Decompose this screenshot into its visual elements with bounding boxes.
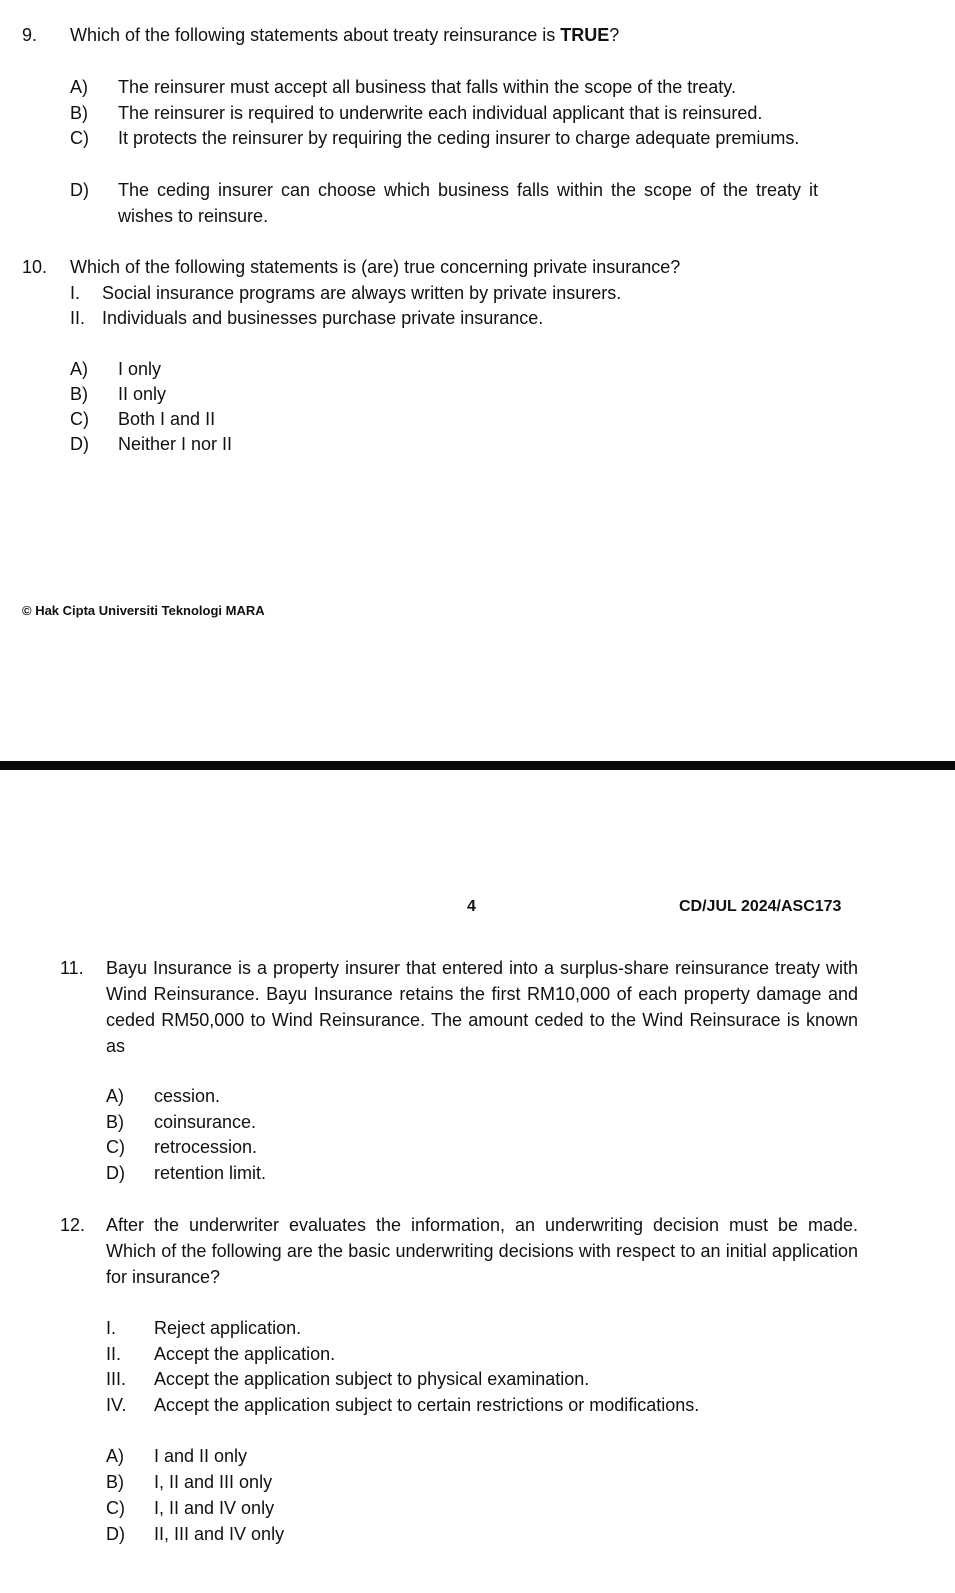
question-stem: Which of the following statements about treaty reinsurance is TRUE?	[70, 25, 620, 45]
option-text: Both I and II	[118, 409, 216, 429]
option-label: C)	[70, 128, 89, 148]
option-label: B)	[106, 1472, 124, 1492]
option-text: II, III and IV only	[154, 1524, 285, 1544]
option-label: A)	[70, 77, 88, 97]
question-stem: After the underwriter evaluates the information, an underwriting decision must be made. Which of the following are the basic underwriting decisions with respect to an initial application for insurance?	[106, 1215, 858, 1287]
statement-iii	[106, 1366, 826, 1392]
statement-text: Accept the application.	[154, 1344, 336, 1364]
statement-label: II.	[106, 1344, 122, 1364]
option-label: B)	[70, 103, 88, 123]
option-a	[106, 1443, 506, 1469]
exam-code: CD/JUL 2024/ASC173	[679, 898, 842, 915]
option-label: D)	[70, 180, 89, 200]
option-b	[106, 1469, 506, 1495]
option-d	[70, 431, 470, 457]
statement-text: Reject application.	[154, 1318, 302, 1338]
statement-text: Social insurance programs are always written by private insurers.	[102, 283, 622, 303]
option-text: I, II and IV only	[154, 1498, 275, 1518]
option-text: II only	[118, 384, 167, 404]
question-stem: Bayu Insurance is a property insurer that entered into a surplus-share reinsurance treaty with Wind Reinsurance. Bayu Insurance retains the first RM10,000 of each property damage and ceded RM50,000 to Wind Reinsurance. The amount ceded to the Wind Reinsurace is known as	[106, 958, 858, 1056]
statement-i	[70, 280, 770, 306]
option-label: A)	[106, 1086, 124, 1106]
option-text: I and II only	[154, 1446, 248, 1466]
option-label: C)	[70, 409, 89, 429]
option-text: The reinsurer is required to underwrite each individual applicant that is reinsured.	[118, 103, 763, 123]
option-a	[70, 74, 830, 100]
option-d	[106, 1521, 506, 1547]
option-label: C)	[106, 1498, 125, 1518]
option-text: The reinsurer must accept all business that falls within the scope of the treaty.	[118, 77, 736, 97]
option-text: I, II and III only	[154, 1472, 273, 1492]
option-text: coinsurance.	[154, 1112, 257, 1132]
option-label: A)	[106, 1446, 124, 1466]
option-text: The ceding insurer can choose which business falls within the scope of the treaty it wishes to reinsure.	[118, 180, 818, 226]
copyright-notice: © Hak Cipta Universiti Teknologi MARA	[22, 603, 265, 618]
option-a	[106, 1083, 506, 1109]
page-divider	[0, 761, 955, 770]
option-text: Neither I nor II	[118, 434, 233, 454]
statement-text: Accept the application subject to certain restrictions or modifications.	[154, 1395, 700, 1415]
statement-i	[106, 1315, 826, 1341]
option-c	[106, 1134, 506, 1160]
option-text: cession.	[154, 1086, 221, 1106]
statement-label: III.	[106, 1369, 127, 1389]
statement-label: I.	[106, 1318, 117, 1338]
option-label: C)	[106, 1137, 125, 1157]
option-text: I only	[118, 359, 162, 379]
option-label: A)	[70, 359, 88, 379]
statement-label: II.	[70, 308, 86, 328]
question-number: 10.	[22, 257, 48, 277]
option-label: B)	[106, 1112, 124, 1132]
statement-text: Individuals and businesses purchase private insurance.	[102, 308, 544, 328]
option-b	[106, 1109, 506, 1135]
option-text: retention limit.	[154, 1163, 267, 1183]
option-text: retrocession.	[154, 1137, 258, 1157]
statement-ii	[70, 305, 770, 331]
statement-iv	[106, 1392, 826, 1418]
statement-text: Accept the application subject to physical examination.	[154, 1369, 590, 1389]
question-number: 11.	[60, 958, 84, 978]
question-number: 12.	[60, 1215, 86, 1235]
option-label: D)	[70, 434, 89, 454]
option-c	[106, 1495, 506, 1521]
option-a	[70, 356, 470, 382]
question-stem: Which of the following statements is (are) true concerning private insurance?	[70, 257, 681, 277]
page-number: 4	[467, 898, 476, 915]
statement-label: I.	[70, 283, 81, 303]
option-b	[70, 381, 470, 407]
question-number: 9.	[22, 25, 38, 45]
statement-label: IV.	[106, 1395, 127, 1415]
option-b	[70, 100, 830, 126]
statement-ii	[106, 1341, 826, 1367]
option-label: B)	[70, 384, 88, 404]
option-c	[70, 406, 470, 432]
option-text: It protects the reinsurer by requiring the ceding insurer to charge adequate premiums.	[118, 128, 800, 148]
option-label: D)	[106, 1163, 125, 1183]
option-d	[106, 1160, 506, 1186]
option-label: D)	[106, 1524, 125, 1544]
